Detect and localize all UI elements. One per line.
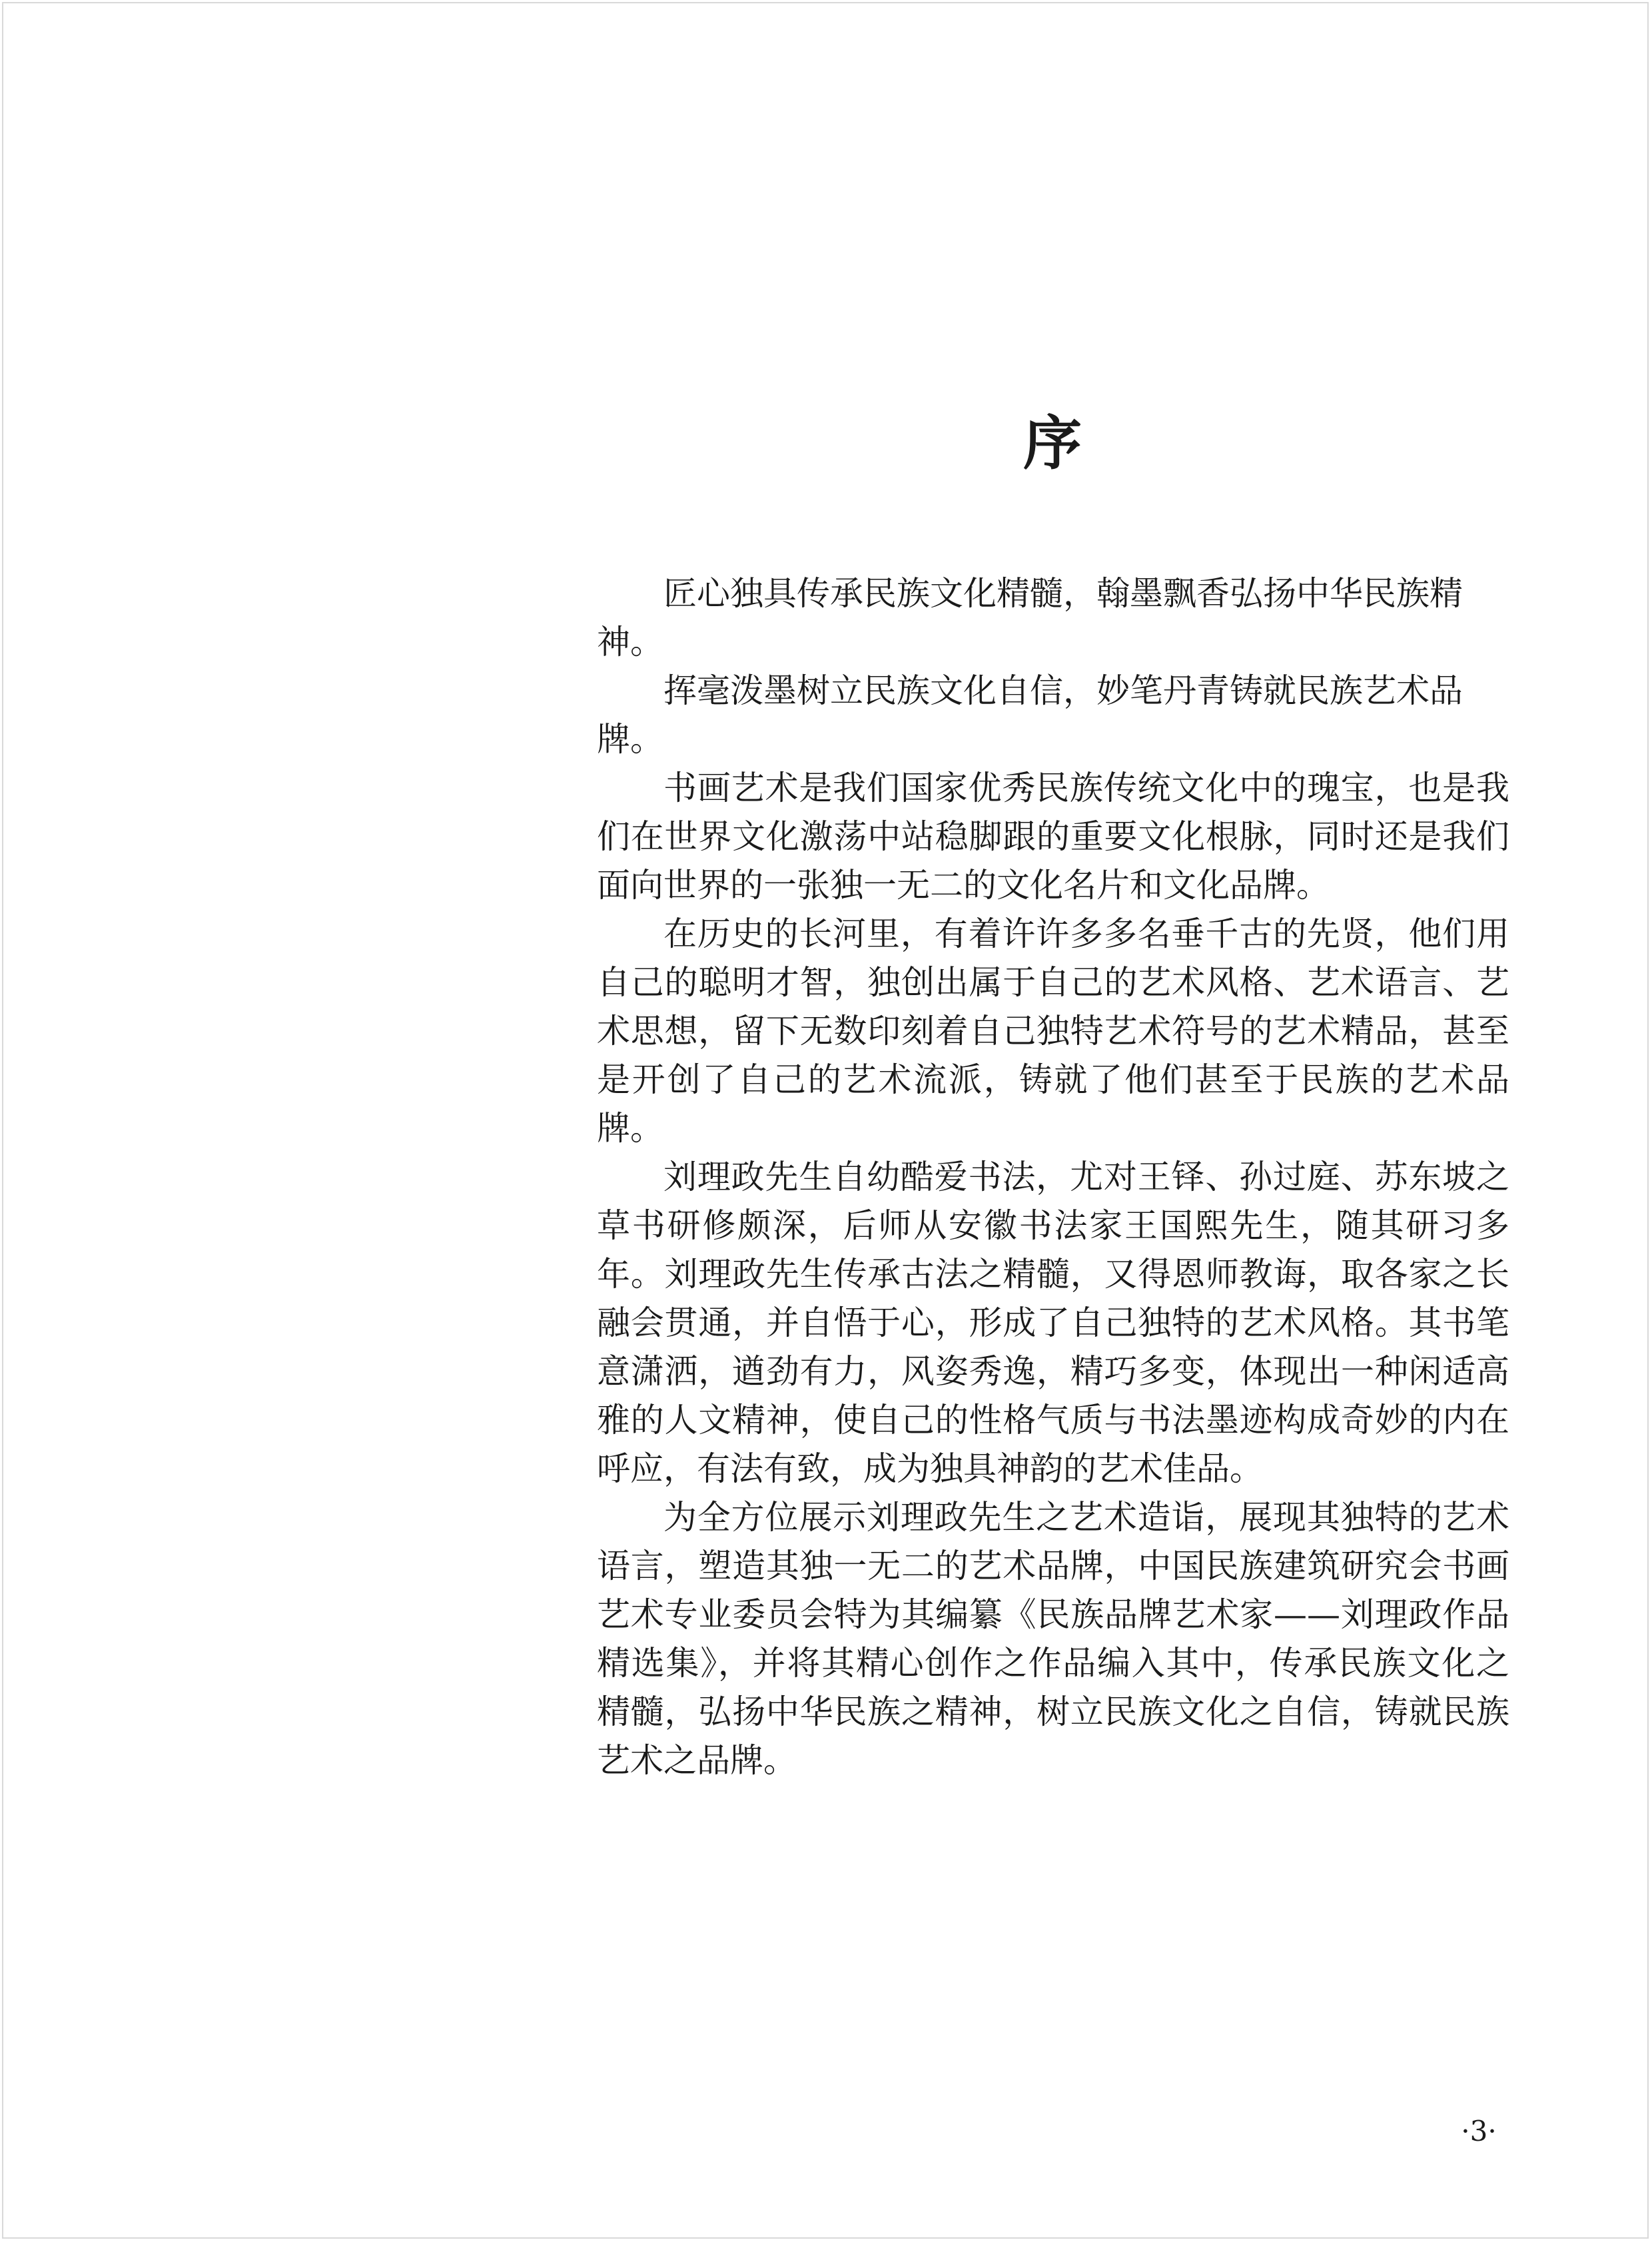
paragraph: 刘理政先生自幼酷爱书法，尤对王铎、孙过庭、苏东坡之草书研修颇深，后师从安徽书法家王国熙先生，随其研习多年。刘理政先生传承古法之精髓，又得恩师教诲，取各家之长融会贯通，并自悟于心，形成了自己独特的艺术风格。其书笔意潇洒，遒劲有力，风姿秀逸，精巧多变，体现出一种闲适高雅的人文精神，使自己的性格气质与书法墨迹构成奇妙的内在呼应，有法有致，成为独具神韵的艺术佳品。 (597, 1158, 1509, 1488)
preface-body (597, 569, 1509, 1785)
paragraph: 书画艺术是我们国家优秀民族传统文化中的瑰宝，也是我们在世界文化激荡中站稳脚跟的重要文化根脉，同时还是我们面向世界的一张独一无二的文化名片和文化品牌。 (597, 769, 1509, 905)
paragraph: 匠心独具传承民族文化精髓，翰墨飘香弘扬中华民族精神。 (597, 574, 1463, 661)
page-title: 序 (1023, 408, 1082, 478)
page-number: ·3· (1461, 2115, 1497, 2147)
paragraph: 在历史的长河里，有着许许多多名垂千古的先贤，他们用自己的聪明才智，独创出属于自己的艺术风格、艺术语言、艺术思想，留下无数印刻着自己独特艺术符号的艺术精品，甚至是开创了自己的艺术流派，铸就了他们甚至于民族的艺术品牌。 (597, 915, 1509, 1148)
paragraph: 挥毫泼墨树立民族文化自信，妙笔丹青铸就民族艺术品牌。 (597, 671, 1463, 759)
paragraph: 为全方位展示刘理政先生之艺术造诣，展现其独特的艺术语言，塑造其独一无二的艺术品牌，中国民族建筑研究会书画艺术专业委员会特为其编纂《民族品牌艺术家——刘理政作品精选集》，并将其精心创作之作品编入其中，传承民族文化之精髓，弘扬中华民族之精神，树立民族文化之自信，铸就民族艺术之品牌。 (597, 1498, 1509, 1780)
